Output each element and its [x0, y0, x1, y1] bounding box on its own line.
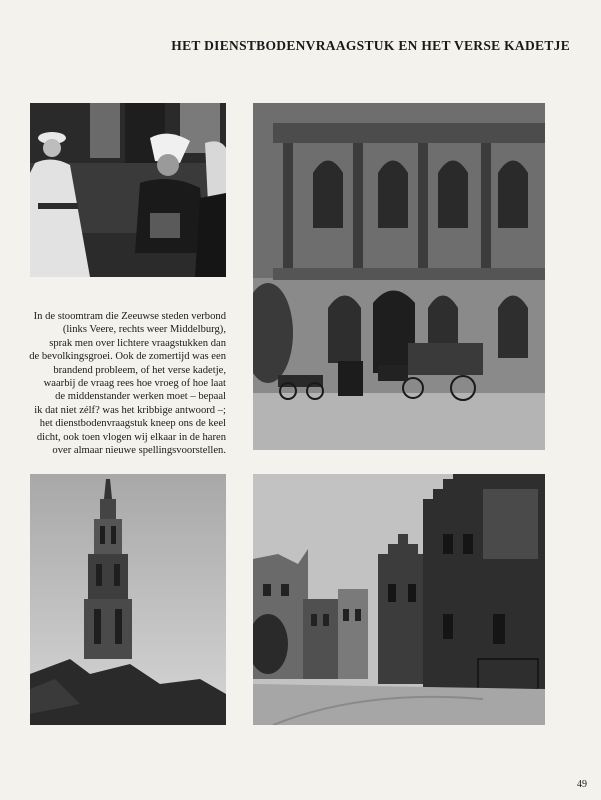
caption-line: brandend probleem, of het verse kadetje,: [53, 364, 226, 376]
caption-line: (links Veere, rechts weer Middelburg),: [62, 324, 226, 336]
caption-line: de middenstander werken moet – bepaal: [55, 391, 226, 403]
town-square-photo: [253, 474, 545, 725]
caption-line: dicht, ook toen vlogen wij elkaar in de haren: [36, 431, 226, 443]
caption-line: ik dat niet zélf? was het kribbige antwoord –;: [34, 404, 226, 416]
tram-interior-photo: [30, 103, 226, 277]
caption-line: sprak men over lichtere vraagstukken dan: [49, 337, 226, 349]
caption-line: waarbij de vraag rees hoe vroeg of hoe laat: [43, 378, 226, 390]
caption-line: In de stoomtram die Zeeuwse steden verbond: [33, 311, 226, 322]
church-tower-photo: [30, 474, 226, 725]
town-hall-photo: [253, 103, 545, 450]
caption-line: over almaar nieuwe spellingsvoorstellen.: [52, 445, 226, 457]
page-number: 49: [577, 779, 587, 790]
caption-line: het dienstbodenvraagstuk kneep ons de keel: [39, 418, 226, 430]
photo-caption: [10, 310, 226, 457]
caption-line: de bevolkingsgroei. Ook de zomertijd was een: [29, 351, 226, 363]
page-title: HET DIENSTBODENVRAAGSTUK EN HET VERSE KADETJE: [171, 38, 570, 53]
